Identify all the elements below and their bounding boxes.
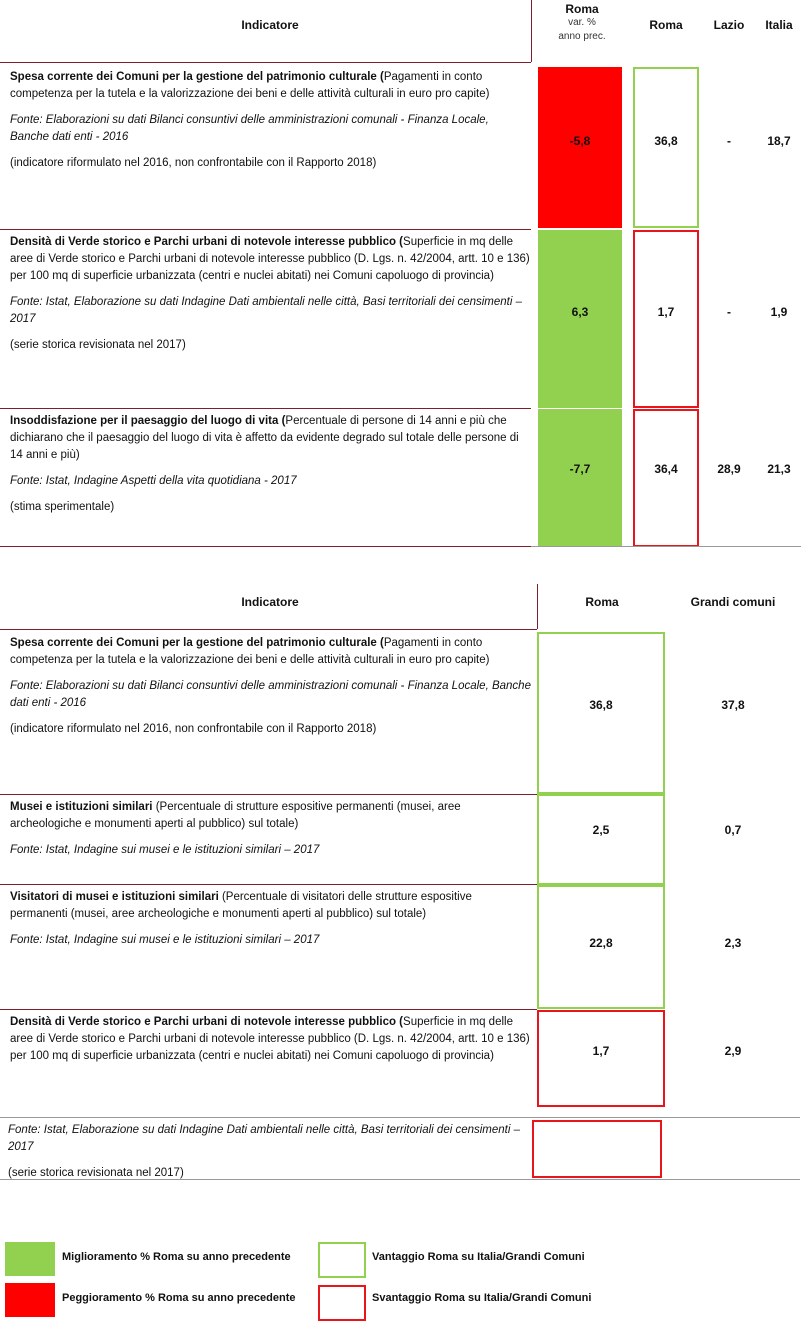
roma-cell-disadvantage <box>633 409 699 547</box>
row-rule <box>0 229 531 230</box>
legend-swatch-improvement <box>5 1242 55 1276</box>
footer-note: (serie storica revisionata nel 2017) <box>8 1167 184 1179</box>
row-title: Densità di Verde storico e Parchi urbani di notevole interesse pubblico ( <box>10 1016 404 1028</box>
row-source: Fonte: Elaborazioni su dati Bilanci consuntivi delle amministrazioni comunali - Finanza Locale, Banche dati enti - 2016 <box>10 114 489 143</box>
roma-value: 2,5 <box>592 823 610 837</box>
legend-label-worsening: Peggioramento % Roma su anno precedente <box>62 1292 296 1304</box>
roma-value: 1,7 <box>592 1044 610 1058</box>
header-divider <box>531 0 532 62</box>
grandi-value: 0,7 <box>724 823 742 837</box>
header-roma: Roma <box>585 595 619 609</box>
header-roma-var-title: Roma <box>565 2 599 16</box>
header-italia: Italia <box>765 18 793 32</box>
header-lazio: Lazio <box>713 18 745 32</box>
row-title: Musei e istituzioni similari <box>10 801 153 813</box>
header-roma-var <box>537 2 627 44</box>
header-roma-var-sub2: anno prec. <box>558 31 606 42</box>
row-desc: Pagamenti in conto competenza per la tutela e la valorizzazione dei beni e delle attività culturali in euro pro capite) <box>10 71 490 100</box>
lazio-value: 28,9 <box>717 462 741 476</box>
roma-value: 36,8 <box>589 698 613 712</box>
roma-value: 36,4 <box>654 462 678 476</box>
roma-value: 22,8 <box>589 936 613 950</box>
header-divider <box>537 584 538 629</box>
row-note: (indicatore riformulato nel 2016, non confrontabile con il Rapporto 2018) <box>10 157 377 169</box>
legend-swatch-disadvantage <box>318 1285 366 1321</box>
table-row <box>10 69 530 172</box>
table-bottom-rule <box>0 546 531 547</box>
row-source: Fonte: Istat, Indagine Aspetti della vita quotidiana - 2017 <box>10 475 297 487</box>
footer-source: Fonte: Istat, Elaborazione su dati Indagine Dati ambientali nelle città, Basi territoriali dei censimenti – 2017 <box>8 1124 521 1153</box>
row-title: Spesa corrente dei Comuni per la gestione del patrimonio culturale ( <box>10 637 384 649</box>
var-cell-improvement <box>538 409 622 547</box>
row-title: Visitatori di musei e istituzioni similari <box>10 891 219 903</box>
legend-swatch-worsening <box>5 1283 55 1317</box>
row-source: Fonte: Elaborazioni su dati Bilanci consuntivi delle amministrazioni comunali - Finanza Locale, Banche dati enti - 2016 <box>10 680 531 709</box>
legend-label-improvement: Miglioramento % Roma su anno precedente <box>62 1251 291 1263</box>
row-note: (stima sperimentale) <box>10 501 115 513</box>
row-note: (serie storica revisionata nel 2017) <box>10 339 186 351</box>
lazio-value: - <box>727 134 731 148</box>
row-desc: Superficie in mq delle aree di Verde storico e Parchi urbani di notevole interesse pubblico (D. Lgs. n. 42/2004, artt. 10 e 136) per 100 mq di superficie urbanizzata (centri e nuclei abitati) nei Comuni capoluogo di provincia) <box>10 236 530 282</box>
roma-value: 36,8 <box>654 134 678 148</box>
footer-roma-cell-disadvantage <box>532 1120 662 1178</box>
roma-value: 1,7 <box>657 305 675 319</box>
header-rule <box>0 62 531 63</box>
footer-bottom-rule <box>0 1179 800 1180</box>
lazio-value: - <box>727 305 731 319</box>
row-desc: Superficie in mq delle aree di Verde storico e Parchi urbani di notevole interesse pubblico (D. Lgs. n. 42/2004, artt. 10 e 136) per 100 mq di superficie urbanizzata (centri e nuclei abitati) nei Comuni capoluogo di provincia) <box>10 1016 530 1062</box>
header-roma-var-sub1: var. % <box>568 17 596 28</box>
header-indicatore: Indicatore <box>241 595 299 609</box>
legend-label-disadvantage: Svantaggio Roma su Italia/Grandi Comuni <box>372 1292 592 1304</box>
row-desc: (Percentuale di visitatori delle strutture espositive permanenti (musei, aree archeologiche e monumenti aperti al pubblico) sul totale) <box>10 891 472 920</box>
grandi-value: 37,8 <box>721 698 745 712</box>
footer-top-rule <box>0 1117 800 1118</box>
roma-cell-disadvantage <box>537 1010 665 1107</box>
row-rule <box>0 1009 537 1010</box>
row-rule <box>0 884 537 885</box>
header-grandi-comuni: Grandi comuni <box>690 595 776 609</box>
row-note: (indicatore riformulato nel 2016, non confrontabile con il Rapporto 2018) <box>10 723 377 735</box>
row-source: Fonte: Istat, Indagine sui musei e le istituzioni similari – 2017 <box>10 934 320 946</box>
roma-cell-advantage <box>537 632 665 794</box>
row-title: Densità di Verde storico e Parchi urbani di notevole interesse pubblico ( <box>10 236 404 248</box>
italia-value: 1,9 <box>770 305 788 319</box>
row-desc: Percentuale di persone di 14 anni e più che dichiarano che il paesaggio del luogo di vita è affetto da evidente degrado sul totale delle persone di 14 anni e più) <box>10 415 519 461</box>
row-title: Insoddisfazione per il paesaggio del luogo di vita ( <box>10 415 286 427</box>
table-row <box>10 799 532 859</box>
table-row <box>10 889 532 949</box>
table-row <box>10 234 530 354</box>
roma-cell-disadvantage <box>633 230 699 408</box>
table-bottom-rule-right <box>531 546 801 547</box>
grandi-value: 2,3 <box>724 936 742 950</box>
legend-swatch-advantage <box>318 1242 366 1278</box>
var-value: -7,7 <box>569 462 591 476</box>
var-value: 6,3 <box>571 305 589 319</box>
row-rule <box>0 794 537 795</box>
grandi-value: 2,9 <box>724 1044 742 1058</box>
row-source: Fonte: Istat, Elaborazione su dati Indagine Dati ambientali nelle città, Basi territoriali dei censimenti – 2017 <box>10 296 523 325</box>
row-source: Fonte: Istat, Indagine sui musei e le istituzioni similari – 2017 <box>10 844 320 856</box>
row-rule <box>0 408 531 409</box>
footer-source-block <box>8 1122 523 1182</box>
italia-value: 21,3 <box>767 462 791 476</box>
header-roma: Roma <box>649 18 683 32</box>
table-row <box>10 1014 532 1065</box>
header-rule <box>0 629 537 630</box>
table-row <box>10 413 530 516</box>
roma-cell-advantage <box>537 794 665 885</box>
row-desc: Pagamenti in conto competenza per la tutela e la valorizzazione dei beni e delle attività culturali in euro pro capite) <box>10 637 490 666</box>
table-row <box>10 635 532 738</box>
header-indicatore: Indicatore <box>241 18 299 32</box>
row-title: Spesa corrente dei Comuni per la gestione del patrimonio culturale ( <box>10 71 384 83</box>
italia-value: 18,7 <box>767 134 791 148</box>
var-cell-improvement <box>538 230 622 408</box>
legend-label-advantage: Vantaggio Roma su Italia/Grandi Comuni <box>372 1251 585 1263</box>
var-value: -5,8 <box>569 134 591 148</box>
row-desc: (Percentuale di strutture espositive permanenti (musei, aree archeologiche e monumenti aperti al pubblico) sul totale) <box>10 801 461 830</box>
